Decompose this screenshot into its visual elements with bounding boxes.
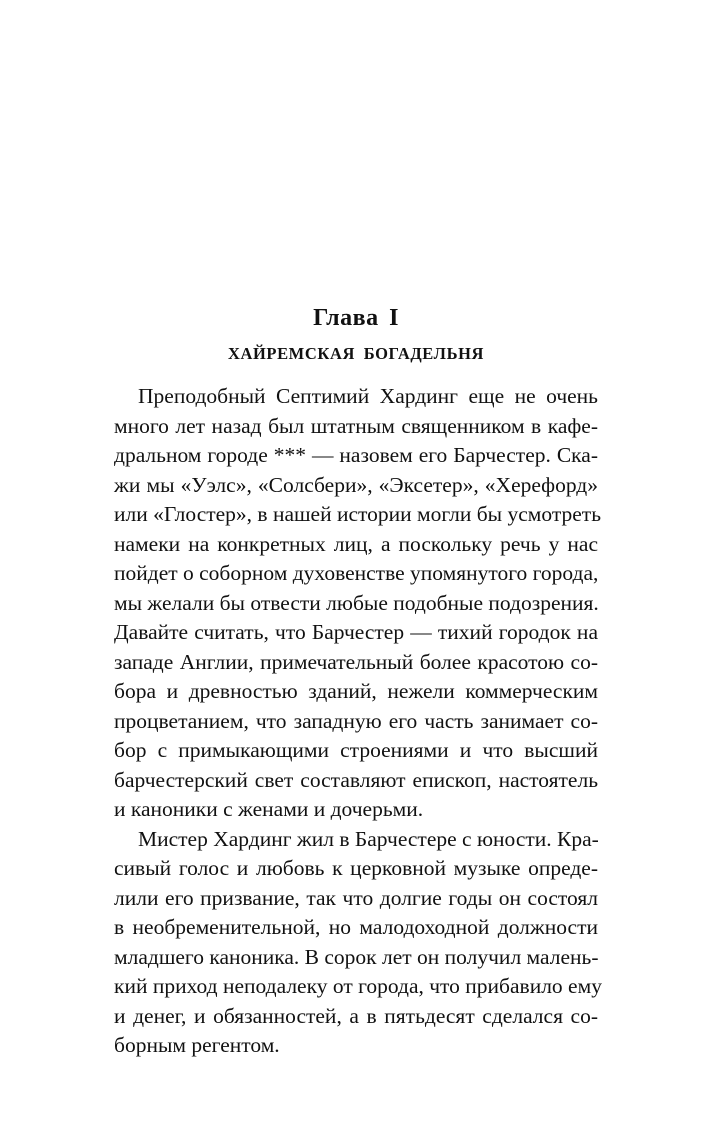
- text-line: западе Англии, примечательный более красотою со-: [114, 649, 598, 674]
- text-line: и каноники с женами и дочерьми.: [114, 797, 424, 821]
- text-line: мы желали бы отвести любые подобные подозрения.: [114, 590, 599, 615]
- text-line: и денег, и обязанностей, а в пятьдесят сделался со-: [114, 1003, 598, 1028]
- text-line: кий приход неподалеку от города, что прибавило ему: [114, 974, 602, 998]
- text-line: или «Глостер», в нашей истории могли бы усмотреть: [114, 502, 601, 526]
- text-line: много лет назад был штатным священником в кафе-: [114, 413, 598, 438]
- text-line: жи мы «Уэлс», «Солсбери», «Эксетер», «Херефорд»: [114, 472, 598, 497]
- text-line: Преподобный Септимий Хардинг еще не очень: [138, 384, 598, 408]
- text-line: лили его призвание, так что долгие годы он состоял: [114, 885, 598, 910]
- chapter-title: ХАЙРЕМСКАЯ БОГАДЕЛЬНЯ: [227, 344, 485, 363]
- paragraph: [114, 382, 601, 825]
- text-line: младшего каноника. В сорок лет он получил малень-: [114, 944, 599, 969]
- paragraph: [114, 825, 602, 1061]
- text-line: бора и древностью зданий, нежели коммерческим: [114, 679, 598, 703]
- text-line: намеки на конкретных лиц, а поскольку речь у нас: [114, 531, 598, 556]
- text-line: сивый голос и любовь к церковной музыке опреде-: [114, 856, 598, 880]
- text-line: Мистер Хардинг жил в Барчестере с юности. Кра-: [138, 826, 599, 851]
- book-page: [114, 0, 602, 1122]
- text-line: Давайте считать, что Барчестер — тихий городок на: [114, 620, 598, 644]
- text-line: дральном городе *** — назовем его Барчестер. Ска-: [114, 443, 598, 467]
- text-line: бор с примыкающими строениями и что высший: [114, 738, 598, 762]
- body-text: [114, 382, 602, 1061]
- text-line: процветанием, что западную его часть занимает со-: [114, 708, 598, 733]
- chapter-number: Глава I: [313, 305, 399, 331]
- text-line: пойдет о соборном духовенстве упомянутого города,: [114, 561, 599, 585]
- text-line: барчестерский свет составляют епископ, настоятель: [114, 767, 598, 792]
- text-line: в необременительной, но малодоходной должности: [114, 915, 598, 939]
- text-line: борным регентом.: [114, 1033, 280, 1057]
